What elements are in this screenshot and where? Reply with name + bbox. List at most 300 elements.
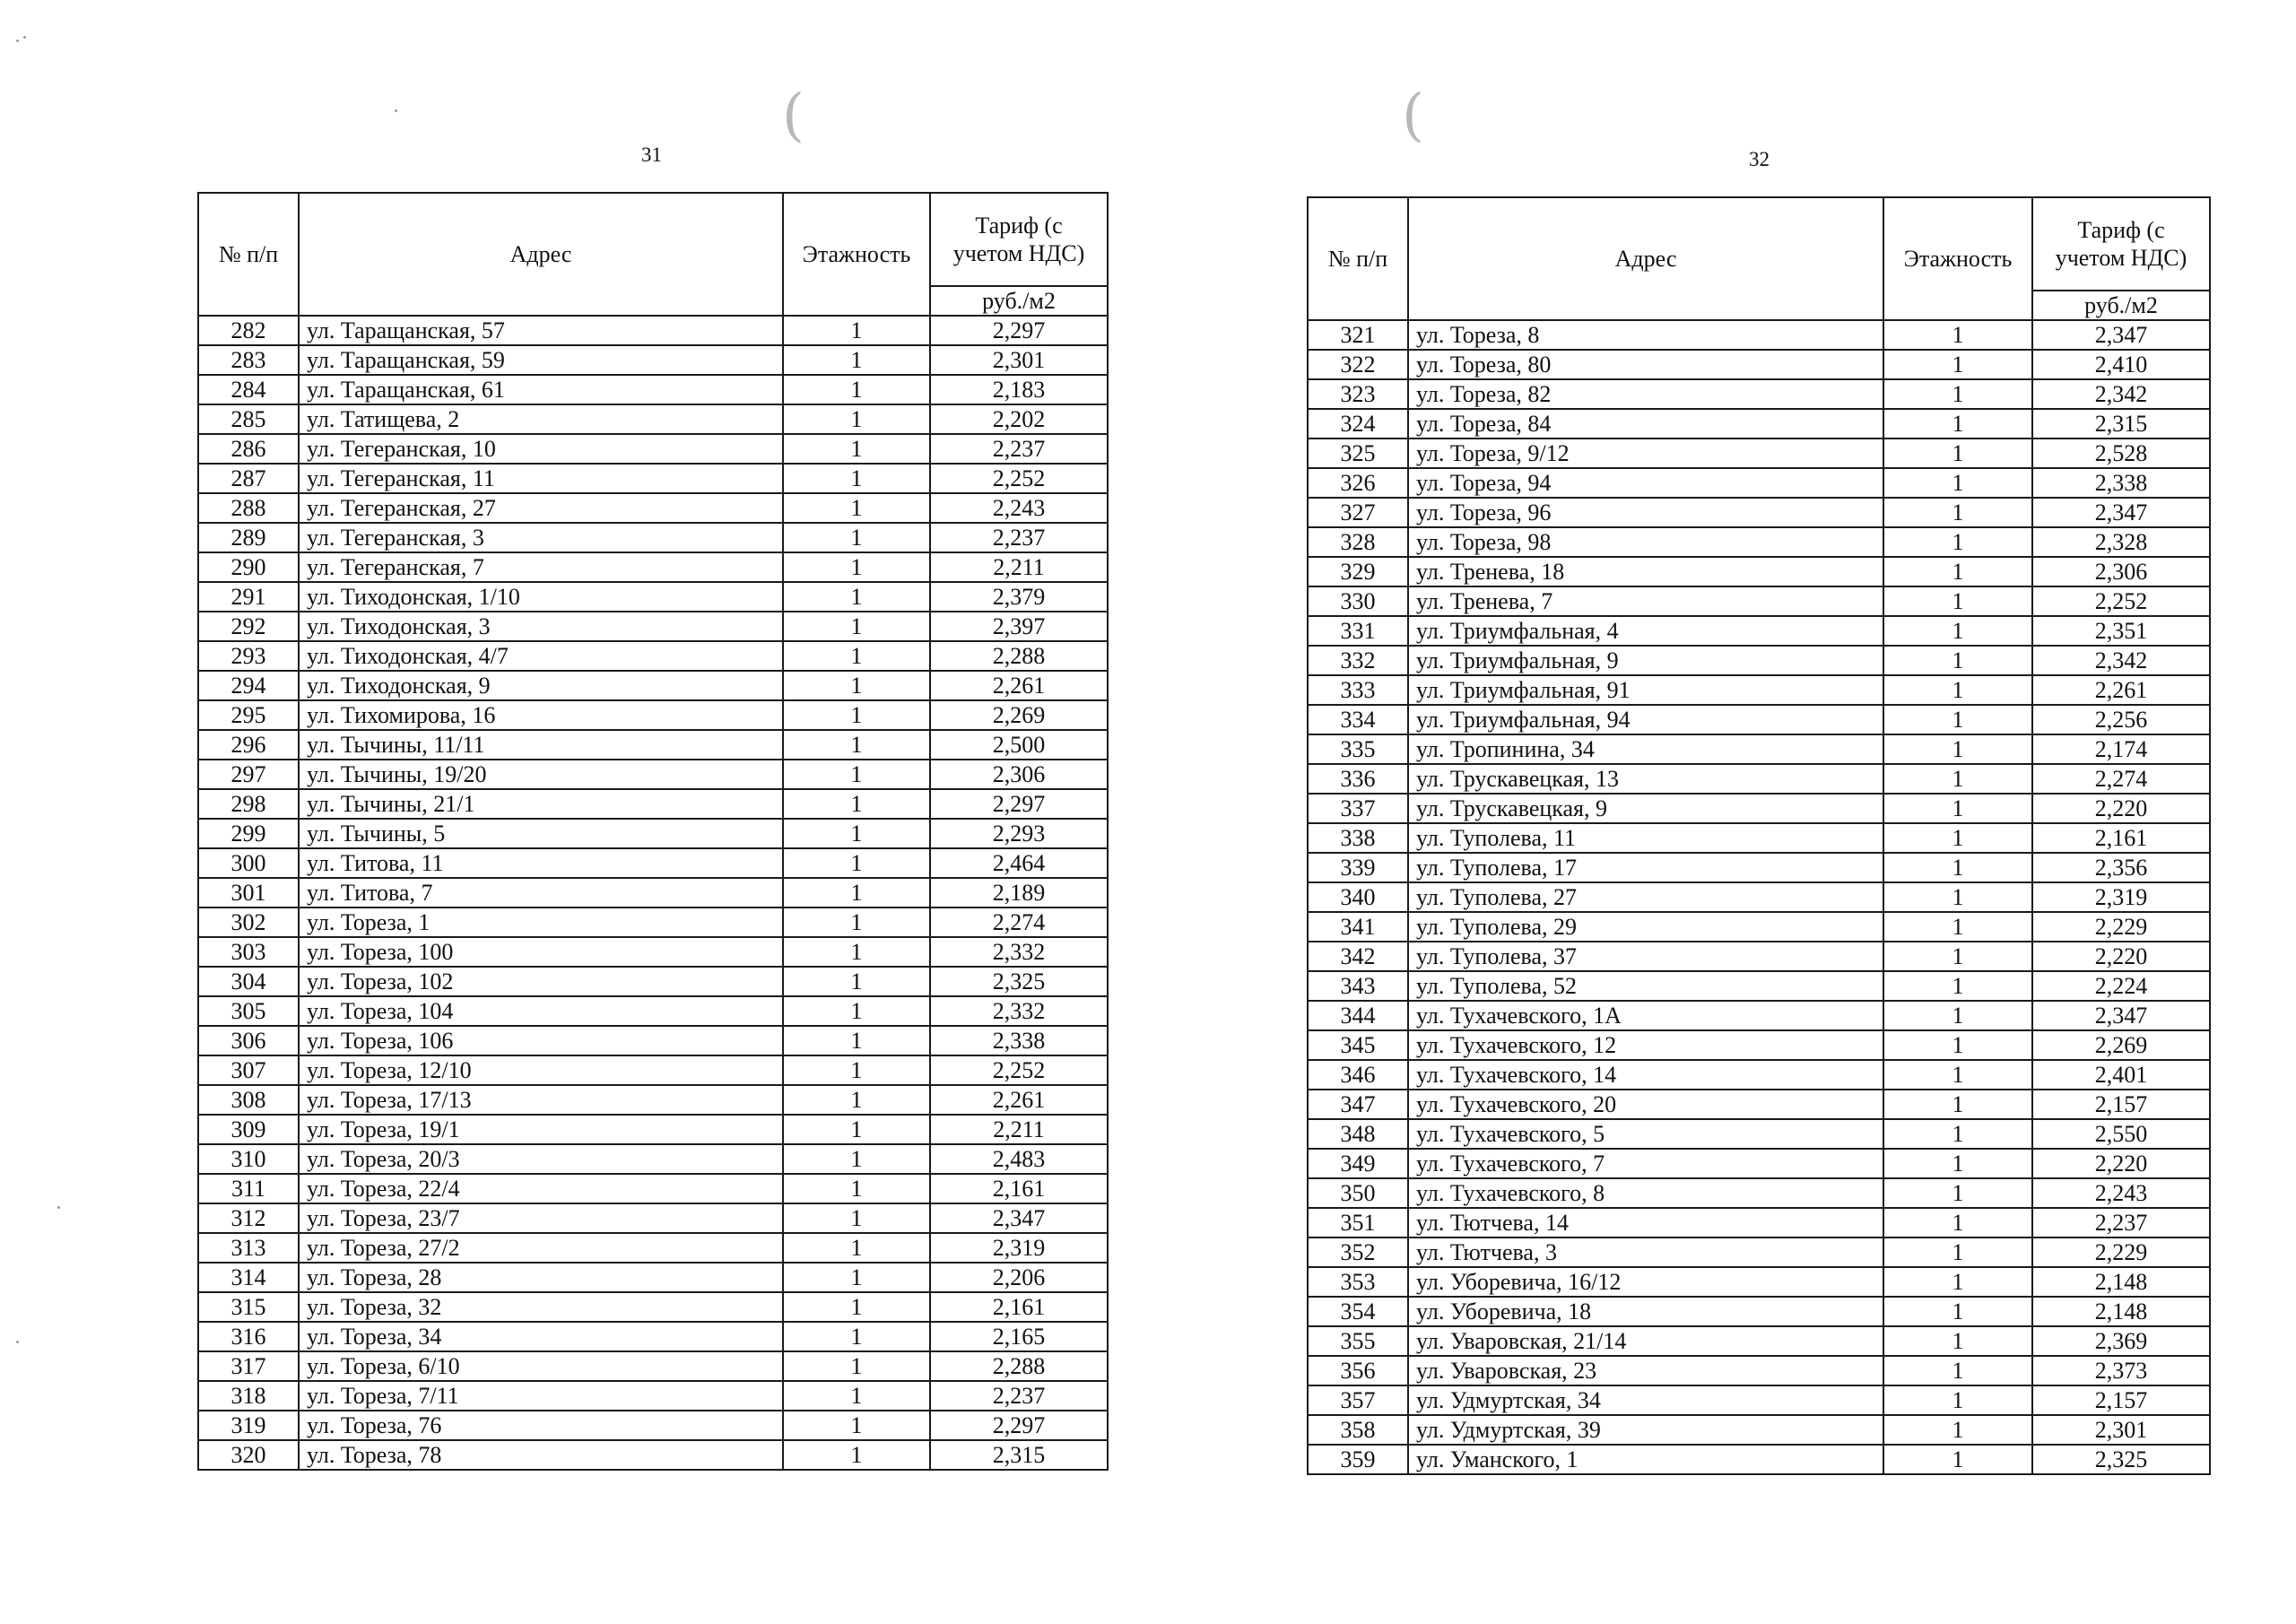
tariff-cell: 2,183 [930,375,1108,404]
address-cell: ул. Тореза, 6/10 [299,1351,783,1381]
address-cell: ул. Тычины, 19/20 [299,760,783,789]
address-cell: ул. Тухачевского, 12 [1408,1030,1883,1060]
column-header-number: № п/п [1308,197,1408,320]
floors-cell: 1 [783,523,930,552]
address-cell: ул. Тегеранская, 27 [299,493,783,523]
table-row [1308,498,2210,527]
table-row [198,1351,1108,1381]
row-number-cell: 309 [198,1115,299,1144]
floors-cell: 1 [1883,439,2032,468]
table-row [198,434,1108,464]
row-number-cell: 334 [1308,705,1408,734]
table-row [1308,1208,2210,1238]
floors-cell: 1 [783,1055,930,1085]
table-row [198,1174,1108,1203]
address-cell: ул. Таращанская, 57 [299,316,783,345]
floors-cell: 1 [1883,1030,2032,1060]
address-cell: ул. Уборевича, 16/12 [1408,1267,1883,1297]
row-number-cell: 325 [1308,439,1408,468]
tariff-cell: 2,347 [2032,320,2210,350]
tariff-cell: 2,379 [930,582,1108,612]
table-row [1308,1415,2210,1445]
table-row [198,1144,1108,1174]
table-row [198,464,1108,493]
tariff-cell: 2,269 [930,700,1108,730]
table-row [1308,1267,2210,1297]
floors-cell: 1 [1883,586,2032,616]
row-number-cell: 285 [198,404,299,434]
address-cell: ул. Тореза, 19/1 [299,1115,783,1144]
address-cell: ул. Тухачевского, 5 [1408,1119,1883,1149]
tariff-cell: 2,237 [930,523,1108,552]
column-header-floors: Этажность [783,193,930,316]
floors-cell: 1 [783,1322,930,1351]
table-row [198,908,1108,937]
address-cell: ул. Тореза, 9/12 [1408,439,1883,468]
floors-cell: 1 [783,1381,930,1411]
table-row [1308,1001,2210,1030]
tariff-cell: 2,161 [930,1174,1108,1203]
row-number-cell: 343 [1308,971,1408,1001]
address-cell: ул. Тореза, 8 [1408,320,1883,350]
row-number-cell: 328 [1308,527,1408,557]
floors-cell: 1 [783,641,930,671]
address-cell: ул. Тухачевского, 20 [1408,1090,1883,1119]
table-row [1308,764,2210,794]
row-number-cell: 291 [198,582,299,612]
row-number-cell: 287 [198,464,299,493]
floors-cell: 1 [1883,1090,2032,1119]
table-row [198,996,1108,1026]
tariff-cell: 2,237 [930,434,1108,464]
floors-cell: 1 [783,493,930,523]
tariff-cell: 2,297 [930,789,1108,819]
row-number-cell: 296 [198,730,299,760]
address-cell: ул. Тореза, 80 [1408,350,1883,379]
tariff-cell: 2,356 [2032,853,2210,882]
table-row [198,967,1108,996]
floors-cell: 1 [783,316,930,345]
table-row [1308,320,2210,350]
tariff-cell: 2,243 [2032,1178,2210,1208]
tariff-cell: 2,369 [2032,1326,2210,1356]
tariff-cell: 2,325 [2032,1445,2210,1474]
tariff-cell: 2,211 [930,1115,1108,1144]
table-row [198,1055,1108,1085]
page-number: 31 [641,143,662,166]
floors-cell: 1 [1883,1060,2032,1090]
row-number-cell: 299 [198,819,299,848]
table-row [1308,616,2210,646]
floors-cell: 1 [783,612,930,641]
scan-mark-left: ( [782,83,804,149]
row-number-cell: 322 [1308,350,1408,379]
table-row [1308,942,2210,971]
floors-cell: 1 [783,582,930,612]
floors-cell: 1 [1883,1267,2032,1297]
row-number-cell: 332 [1308,646,1408,675]
row-number-cell: 357 [1308,1385,1408,1415]
tariff-cell: 2,148 [2032,1267,2210,1297]
address-cell: ул. Тореза, 32 [299,1292,783,1322]
row-number-cell: 306 [198,1026,299,1055]
floors-cell: 1 [783,1085,930,1115]
row-number-cell: 337 [1308,794,1408,823]
address-cell: ул. Тропинина, 34 [1408,734,1883,764]
column-header-unit: руб./м2 [2032,291,2210,320]
table-body [198,316,1108,1470]
table-row [1308,705,2210,734]
floors-cell: 1 [783,967,930,996]
tariff-cell: 2,224 [2032,971,2210,1001]
address-cell: ул. Туполева, 11 [1408,823,1883,853]
address-cell: ул. Тореза, 17/13 [299,1085,783,1115]
address-cell: ул. Тренева, 18 [1408,557,1883,586]
floors-cell: 1 [1883,498,2032,527]
floors-cell: 1 [1883,468,2032,498]
table-row [1308,1445,2210,1474]
row-number-cell: 297 [198,760,299,789]
row-number-cell: 356 [1308,1356,1408,1385]
row-number-cell: 286 [198,434,299,464]
floors-cell: 1 [1883,882,2032,912]
table-row [1308,527,2210,557]
table-row [1308,379,2210,409]
row-number-cell: 336 [1308,764,1408,794]
tariff-cell: 2,306 [2032,557,2210,586]
scan-speck [23,36,26,39]
tariff-cell: 2,347 [2032,498,2210,527]
address-cell: ул. Тореза, 20/3 [299,1144,783,1174]
floors-cell: 1 [783,1026,930,1055]
floors-cell: 1 [1883,1326,2032,1356]
address-cell: ул. Тиходонская, 9 [299,671,783,700]
address-cell: ул. Тореза, 1 [299,908,783,937]
floors-cell: 1 [783,848,930,878]
scan-speck [16,1341,19,1343]
tariff-cell: 2,338 [930,1026,1108,1055]
address-cell: ул. Тореза, 27/2 [299,1233,783,1263]
floors-cell: 1 [783,1233,930,1263]
address-cell: ул. Тореза, 23/7 [299,1203,783,1233]
address-cell: ул. Тухачевского, 8 [1408,1178,1883,1208]
column-header-tariff: Тариф (с учетом НДС) [930,193,1108,286]
floors-cell: 1 [1883,764,2032,794]
tariff-cell: 2,342 [2032,379,2210,409]
floors-cell: 1 [783,404,930,434]
row-number-cell: 307 [198,1055,299,1085]
row-number-cell: 305 [198,996,299,1026]
address-cell: ул. Тореза, 76 [299,1411,783,1440]
table-row [1308,586,2210,616]
row-number-cell: 339 [1308,853,1408,882]
row-number-cell: 308 [198,1085,299,1115]
tariff-cell: 2,220 [2032,794,2210,823]
tariff-cell: 2,347 [2032,1001,2210,1030]
table-row [1308,853,2210,882]
tariff-cell: 2,274 [2032,764,2210,794]
tariff-cell: 2,297 [930,1411,1108,1440]
table-row [198,1263,1108,1292]
table-row [1308,971,2210,1001]
tariff-cell: 2,202 [930,404,1108,434]
row-number-cell: 320 [198,1440,299,1470]
tariff-cell: 2,319 [930,1233,1108,1263]
address-cell: ул. Тухачевского, 7 [1408,1149,1883,1178]
tariff-cell: 2,397 [930,612,1108,641]
table-row [1308,734,2210,764]
table-row [198,1115,1108,1144]
row-number-cell: 301 [198,878,299,908]
address-cell: ул. Титова, 11 [299,848,783,878]
address-cell: ул. Тореза, 96 [1408,498,1883,527]
floors-cell: 1 [1883,646,2032,675]
row-number-cell: 316 [198,1322,299,1351]
table-row [1308,1030,2210,1060]
tariff-cell: 2,306 [930,760,1108,789]
floors-cell: 1 [1883,1356,2032,1385]
address-cell: ул. Туполева, 27 [1408,882,1883,912]
table-row [1308,1149,2210,1178]
address-cell: ул. Таращанская, 61 [299,375,783,404]
row-number-cell: 346 [1308,1060,1408,1090]
floors-cell: 1 [783,375,930,404]
tariff-table-page-31 [197,192,1107,1471]
table-row [1308,1356,2210,1385]
floors-cell: 1 [1883,971,2032,1001]
table-row [1308,1119,2210,1149]
table-row [1308,1060,2210,1090]
tariff-cell: 2,528 [2032,439,2210,468]
scan-mark-right: ( [1402,83,1424,149]
address-cell: ул. Тихомирова, 16 [299,700,783,730]
row-number-cell: 317 [198,1351,299,1381]
row-number-cell: 300 [198,848,299,878]
table-row [198,493,1108,523]
floors-cell: 1 [783,1203,930,1233]
row-number-cell: 341 [1308,912,1408,942]
table-row [198,582,1108,612]
table-row [1308,794,2210,823]
row-number-cell: 289 [198,523,299,552]
address-cell: ул. Трускавецкая, 13 [1408,764,1883,794]
floors-cell: 1 [1883,1415,2032,1445]
tariff-cell: 2,288 [930,1351,1108,1381]
table-row [1308,439,2210,468]
row-number-cell: 321 [1308,320,1408,350]
floors-cell: 1 [1883,557,2032,586]
row-number-cell: 284 [198,375,299,404]
floors-cell: 1 [783,464,930,493]
table-row [1308,912,2210,942]
address-cell: ул. Тычины, 5 [299,819,783,848]
tariff-cell: 2,256 [2032,705,2210,734]
tariff-cell: 2,148 [2032,1297,2210,1326]
table-row [198,375,1108,404]
row-number-cell: 290 [198,552,299,582]
row-number-cell: 335 [1308,734,1408,764]
table-row [198,345,1108,375]
floors-cell: 1 [1883,1208,2032,1238]
row-number-cell: 355 [1308,1326,1408,1356]
row-number-cell: 311 [198,1174,299,1203]
address-cell: ул. Тореза, 102 [299,967,783,996]
address-cell: ул. Тиходонская, 3 [299,612,783,641]
address-cell: ул. Уваровская, 21/14 [1408,1326,1883,1356]
row-number-cell: 358 [1308,1415,1408,1445]
floors-cell: 1 [1883,823,2032,853]
row-number-cell: 326 [1308,468,1408,498]
tariff-cell: 2,157 [2032,1090,2210,1119]
column-header-address: Адрес [1408,197,1883,320]
address-cell: ул. Тютчева, 3 [1408,1238,1883,1267]
row-number-cell: 319 [198,1411,299,1440]
floors-cell: 1 [1883,1238,2032,1267]
floors-cell: 1 [1883,1297,2032,1326]
address-cell: ул. Таращанская, 59 [299,345,783,375]
row-number-cell: 295 [198,700,299,730]
table-row [198,730,1108,760]
address-cell: ул. Тухачевского, 1А [1408,1001,1883,1030]
scan-speck [16,39,19,42]
row-number-cell: 313 [198,1233,299,1263]
floors-cell: 1 [783,1292,930,1322]
table-row [198,1322,1108,1351]
row-number-cell: 342 [1308,942,1408,971]
tariff-table [197,192,1109,1471]
address-cell: ул. Туполева, 52 [1408,971,1883,1001]
address-cell: ул. Тореза, 22/4 [299,1174,783,1203]
address-cell: ул. Тухачевского, 14 [1408,1060,1883,1090]
table-row [198,612,1108,641]
address-cell: ул. Тореза, 94 [1408,468,1883,498]
tariff-cell: 2,342 [2032,646,2210,675]
tariff-cell: 2,500 [930,730,1108,760]
table-row [1308,823,2210,853]
address-cell: ул. Татищева, 2 [299,404,783,434]
row-number-cell: 324 [1308,409,1408,439]
floors-cell: 1 [783,1263,930,1292]
tariff-cell: 2,332 [930,937,1108,967]
tariff-cell: 2,401 [2032,1060,2210,1090]
table-row [1308,557,2210,586]
tariff-cell: 2,550 [2032,1119,2210,1149]
address-cell: ул. Туполева, 29 [1408,912,1883,942]
row-number-cell: 353 [1308,1267,1408,1297]
floors-cell: 1 [1883,616,2032,646]
row-number-cell: 294 [198,671,299,700]
row-number-cell: 312 [198,1203,299,1233]
address-cell: ул. Уманского, 1 [1408,1445,1883,1474]
scan-speck [395,109,397,112]
tariff-cell: 2,220 [2032,942,2210,971]
floors-cell: 1 [1883,912,2032,942]
address-cell: ул. Тычины, 11/11 [299,730,783,760]
tariff-cell: 2,319 [2032,882,2210,912]
table-row [198,937,1108,967]
floors-cell: 1 [1883,675,2032,705]
tariff-cell: 2,220 [2032,1149,2210,1178]
address-cell: ул. Туполева, 17 [1408,853,1883,882]
address-cell: ул. Триумфальная, 91 [1408,675,1883,705]
table-row [198,819,1108,848]
floors-cell: 1 [1883,1119,2032,1149]
floors-cell: 1 [783,819,930,848]
address-cell: ул. Тореза, 78 [299,1440,783,1470]
floors-cell: 1 [1883,409,2032,439]
address-cell: ул. Тегеранская, 3 [299,523,783,552]
column-header-unit: руб./м2 [930,286,1108,316]
table-row [198,1292,1108,1322]
row-number-cell: 283 [198,345,299,375]
floors-cell: 1 [783,908,930,937]
tariff-cell: 2,483 [930,1144,1108,1174]
table-row [1308,1090,2210,1119]
table-row [198,404,1108,434]
tariff-cell: 2,237 [2032,1208,2210,1238]
floors-cell: 1 [783,1440,930,1470]
address-cell: ул. Уборевича, 18 [1408,1297,1883,1326]
tariff-cell: 2,338 [2032,468,2210,498]
address-cell: ул. Титова, 7 [299,878,783,908]
floors-cell: 1 [1883,350,2032,379]
address-cell: ул. Тренева, 7 [1408,586,1883,616]
row-number-cell: 293 [198,641,299,671]
address-cell: ул. Тореза, 34 [299,1322,783,1351]
tariff-cell: 2,325 [930,967,1108,996]
floors-cell: 1 [1883,1385,2032,1415]
address-cell: ул. Туполева, 37 [1408,942,1883,971]
tariff-cell: 2,274 [930,908,1108,937]
tariff-cell: 2,301 [930,345,1108,375]
tariff-cell: 2,211 [930,552,1108,582]
tariff-cell: 2,252 [2032,586,2210,616]
floors-cell: 1 [783,760,930,789]
column-header-tariff: Тариф (с учетом НДС) [2032,197,2210,291]
row-number-cell: 347 [1308,1090,1408,1119]
row-number-cell: 345 [1308,1030,1408,1060]
floors-cell: 1 [1883,734,2032,764]
tariff-cell: 2,157 [2032,1385,2210,1415]
row-number-cell: 359 [1308,1445,1408,1474]
floors-cell: 1 [1883,705,2032,734]
tariff-cell: 2,269 [2032,1030,2210,1060]
address-cell: ул. Триумфальная, 9 [1408,646,1883,675]
row-number-cell: 314 [198,1263,299,1292]
row-number-cell: 323 [1308,379,1408,409]
row-number-cell: 338 [1308,823,1408,853]
tariff-cell: 2,315 [2032,409,2210,439]
floors-cell: 1 [1883,853,2032,882]
row-number-cell: 344 [1308,1001,1408,1030]
table-row [198,760,1108,789]
tariff-cell: 2,252 [930,464,1108,493]
table-row [198,1233,1108,1263]
floors-cell: 1 [783,552,930,582]
table-row [198,1411,1108,1440]
floors-cell: 1 [783,996,930,1026]
row-number-cell: 348 [1308,1119,1408,1149]
address-cell: ул. Тореза, 100 [299,937,783,967]
tariff-cell: 2,373 [2032,1356,2210,1385]
row-number-cell: 349 [1308,1149,1408,1178]
address-cell: ул. Тегеранская, 10 [299,434,783,464]
tariff-cell: 2,464 [930,848,1108,878]
column-header-number: № п/п [198,193,299,316]
row-number-cell: 288 [198,493,299,523]
address-cell: ул. Тычины, 21/1 [299,789,783,819]
table-row [1308,350,2210,379]
